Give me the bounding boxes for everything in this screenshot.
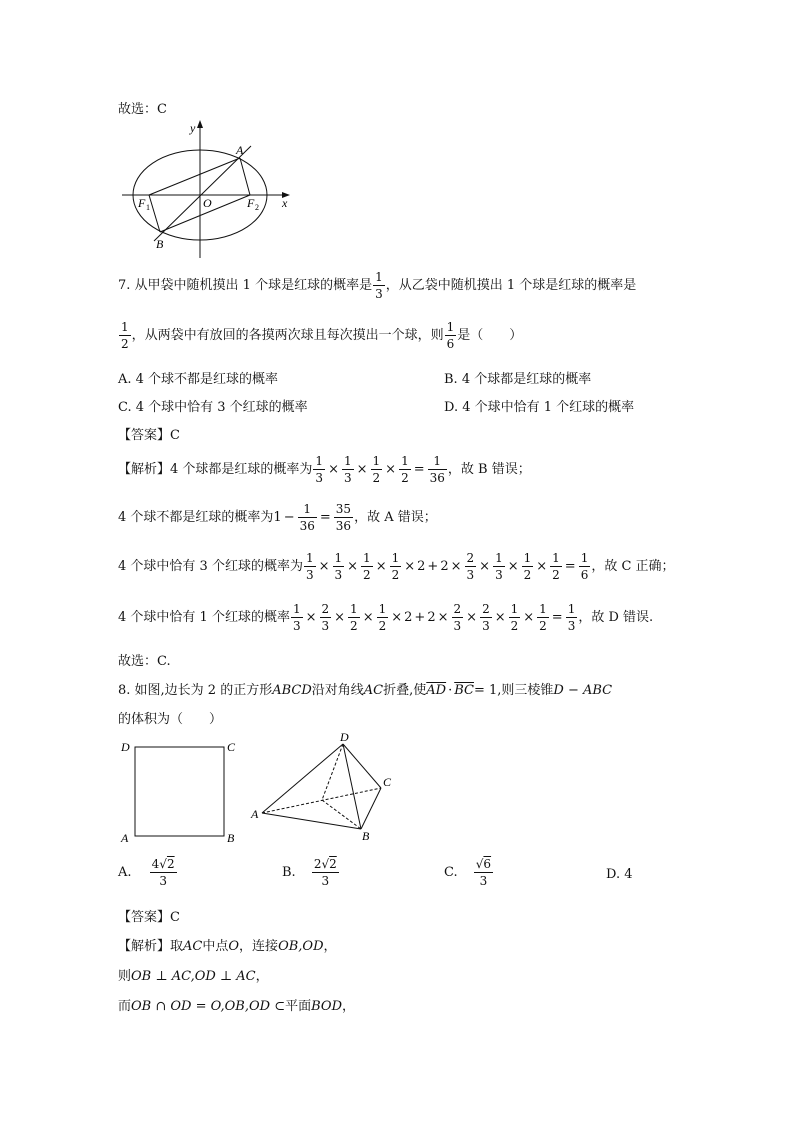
label-f2: F (247, 196, 255, 210)
label-a: A (236, 143, 244, 157)
q8-option-c: C. $\frac{√6}{3}$ (444, 857, 492, 888)
q7-analysis-label: 【解析】 (118, 462, 171, 477)
edge-da (262, 744, 343, 813)
q7-prob-target: $\frac{1}{6}$ (446, 320, 455, 351)
q7-analysis-line2: 4 个球不都是红球的概率为1 − $\frac{1}{36}$ = $\frac{35}{36}$ ，故 A 错误； (118, 502, 437, 533)
q7-line2 (118, 321, 522, 350)
q8-analysis-line3: 而OB ∩ OD = O,OB,OD ⊂平面BOD， (118, 999, 356, 1014)
q7-text2: ，从乙袋中随机摸出 1 个球是红球的概率是 (385, 278, 637, 293)
q8-option-a: A. $\frac{4√2}{3}$ (118, 857, 175, 888)
square-figure (118, 738, 248, 846)
q7-text3: ，从两袋中有放回的各摸两次球且每次摸出一个球，则 (131, 328, 444, 343)
chord-line (154, 146, 251, 241)
label-y: y (190, 121, 196, 135)
vector-bc: $\overline{BC}$ (454, 683, 474, 698)
tetrahedron-figure (248, 730, 398, 845)
label-f1-sub: 1 (146, 203, 150, 212)
q7-option-a: A. 4 个球不都是红球的概率 (118, 372, 279, 387)
q7-analysis-line4: 4 个球中恰有 1 个红球的概率 $\frac{1}{3}$ × $\frac{2}{3}$ × $\frac{1}{2}$ × $\frac{1}{2}$ × 2 + 2 × $\frac{2}{3}$ × $\frac{2}{3}$ × $\frac{1}{2}$ × $\frac{1}{2}$ = $\frac{1}{3}$ ，故 D 错误. (118, 602, 654, 633)
q7-analysis-line3: 4 个球中恰有 3 个红球的概率为 $\frac{1}{3}$ × $\frac{1}{3}$ × $\frac{1}{2}$ × $\frac{1}{2}$ × 2 + 2 × $\frac{2}{3}$ × $\frac{1}{3}$ × $\frac{1}{2}$ × $\frac{1}{2}$ = $\frac{1}{6}$ ，故 C 正确； (118, 551, 675, 582)
tet-label-a: A (251, 807, 259, 821)
sq-label-d: D (121, 740, 130, 754)
q7-line1 (118, 271, 636, 300)
edge-ob-hidden (322, 800, 361, 829)
q7-option-c: C. 4 个球中恰有 3 个红球的概率 (118, 400, 308, 415)
segment-b-f1 (149, 195, 160, 232)
vector-ad: $\overline{AD}$ (426, 683, 447, 698)
label-o: O (203, 196, 212, 210)
q8-answer: 【答案】C (118, 910, 180, 925)
tet-label-b: B (362, 829, 370, 843)
label-f1: F (138, 196, 146, 210)
q8-line2: 的体积为（ ） (118, 712, 223, 727)
label-f2-sub: 2 (255, 203, 259, 212)
q8-analysis-line2: 则OB ⊥ AC,OD ⊥ AC， (118, 969, 269, 984)
previous-answer: 故选：C (118, 102, 167, 117)
label-b: B (156, 237, 164, 251)
y-arrow (197, 120, 203, 128)
q7-conclusion: 故选：C. (118, 654, 171, 669)
q7-prob-yi: $\frac{1}{2}$ (121, 320, 129, 351)
q7-text1: 7. 从甲袋中随机摸出 1 个球是红球的概率是 (118, 278, 373, 293)
sq-label-a: A (121, 831, 129, 845)
q7-analysis-line1: 【解析】4 个球都是红球的概率为 $\frac{1}{3}$ × $\frac{1}{3}$ × $\frac{1}{2}$ × $\frac{1}{2}$ = $\frac{1}{36}$ ，故 B 错误； (118, 454, 531, 485)
square (135, 747, 224, 836)
q8-line1: 8. 如图,边长为 2 的正方形ABCD沿对角线AC折叠,使$\overline{AD} \cdot \overline{BC}= 1$,则三棱锥D − ABC (118, 683, 613, 698)
q7-prob-jia: $\frac{1}{3}$ (375, 270, 383, 301)
q7-text4: 是（ ） (457, 328, 523, 343)
edge-db (343, 744, 361, 829)
sq-label-c: C (227, 740, 236, 754)
ellipse-figure (120, 118, 300, 263)
sq-label-b: B (227, 831, 235, 845)
tet-label-d: D (340, 730, 349, 744)
edge-dc (343, 744, 381, 788)
q7-option-d: D. 4 个球中恰有 1 个红球的概率 (444, 400, 635, 415)
segment-a-f1 (149, 158, 240, 195)
q8-option-d: D. 4 (606, 867, 633, 882)
edge-ab (262, 813, 361, 829)
q8-analysis-line1: 【解析】取AC中点O，连接OB,OD， (118, 939, 337, 954)
edge-bc (361, 788, 381, 829)
edge-ac-hidden (262, 788, 381, 813)
q8-option-b: B. $\frac{2√2}{3}$ (282, 857, 337, 888)
tet-label-c: C (383, 775, 392, 789)
q7-answer: 【答案】C (118, 428, 180, 443)
q7-option-b: B. 4 个球都是红球的概率 (444, 372, 592, 387)
label-x: x (282, 196, 288, 210)
